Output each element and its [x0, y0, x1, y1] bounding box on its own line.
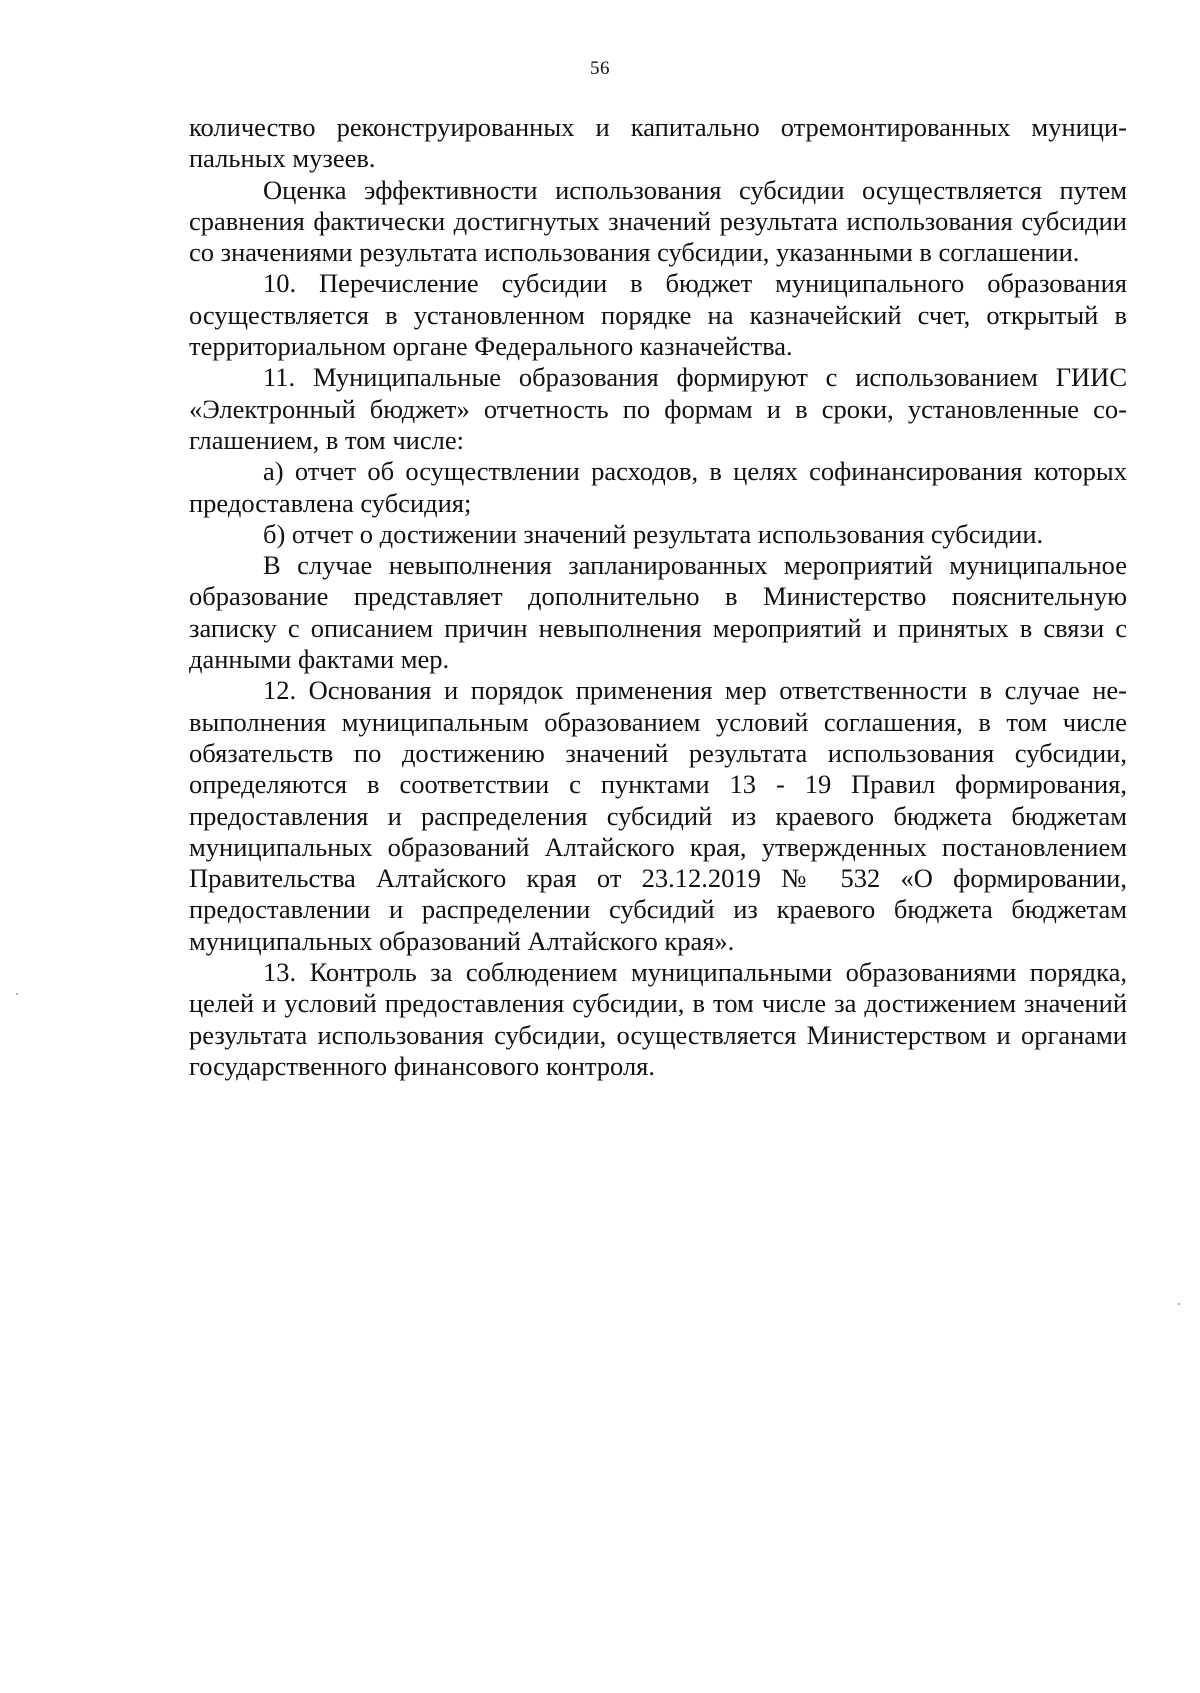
scan-artifact: [16, 993, 18, 995]
paragraph-explanatory-note: В случае невыполнения запланированных мероприятий муниципальное образование представляет дополнительно в Министерство пояснительную записку с описанием причин невыполнения мероприятий и принятых в связи с данными фактами мер.: [189, 550, 1127, 675]
paragraph-11-reporting: 11. Муниципальные образования формируют с использованием ГИИС «Электронный бюджет» отчетность по формам и в сроки, установленные соглашением, в том числе:: [189, 362, 1127, 455]
list-item-a-expenses-report: а) отчет об осуществлении расходов, в целях софинансирования которых предоставлена субсидия;: [189, 456, 1127, 518]
paragraph-museums-count: количество реконструированных и капитально отремонтированных муниципальных музеев.: [189, 112, 1127, 174]
paragraph-10-transfer: 10. Перечисление субсидии в бюджет муниципального образования осуществляется в установленном порядке на казначейский счет, открытый в территориальном органе Федерального казначейства.: [189, 268, 1127, 362]
document-body: [189, 112, 1127, 1082]
paragraph-efficiency-assessment: Оценка эффективности использования субсидии осуществляется путем сравнения фактически достигнутых значений результата использования субсидии со значениями результата использования субсидии, указанными в соглашении.: [189, 174, 1127, 268]
page-number: 56: [590, 58, 610, 79]
paragraph-13-control: 13. Контроль за соблюдением муниципальными образованиями порядка, целей и условий предоставления субсидии, в том числе за достижением значений результата использования субсидии, осуществляется Министерством и органами государственного финансового контроля.: [189, 957, 1127, 1081]
paragraph-12-responsibility: 12. Основания и порядок применения мер ответственности в случае невыполнения муниципальным образованием условий соглашения, в том числе обязательств по достижению значений результата использования субсидии, определяются в соответствии с пунктами 13 - 19 Правил формирования, предоставления и распределения субсидий из краевого бюджета бюджетам муниципальных образований Алтайского края, утвержденных постановлением Правительства Алтайского края от 23.12.2019 № 532 «О формировании, предоставлении и распределении субсидий из краевого бюджета бюджетам муниципальных образований Алтайского края».: [189, 675, 1127, 956]
scan-artifact: [1178, 1303, 1180, 1305]
list-item-b-results-report: б) отчет о достижении значений результата использования субсидии.: [263, 518, 1044, 549]
